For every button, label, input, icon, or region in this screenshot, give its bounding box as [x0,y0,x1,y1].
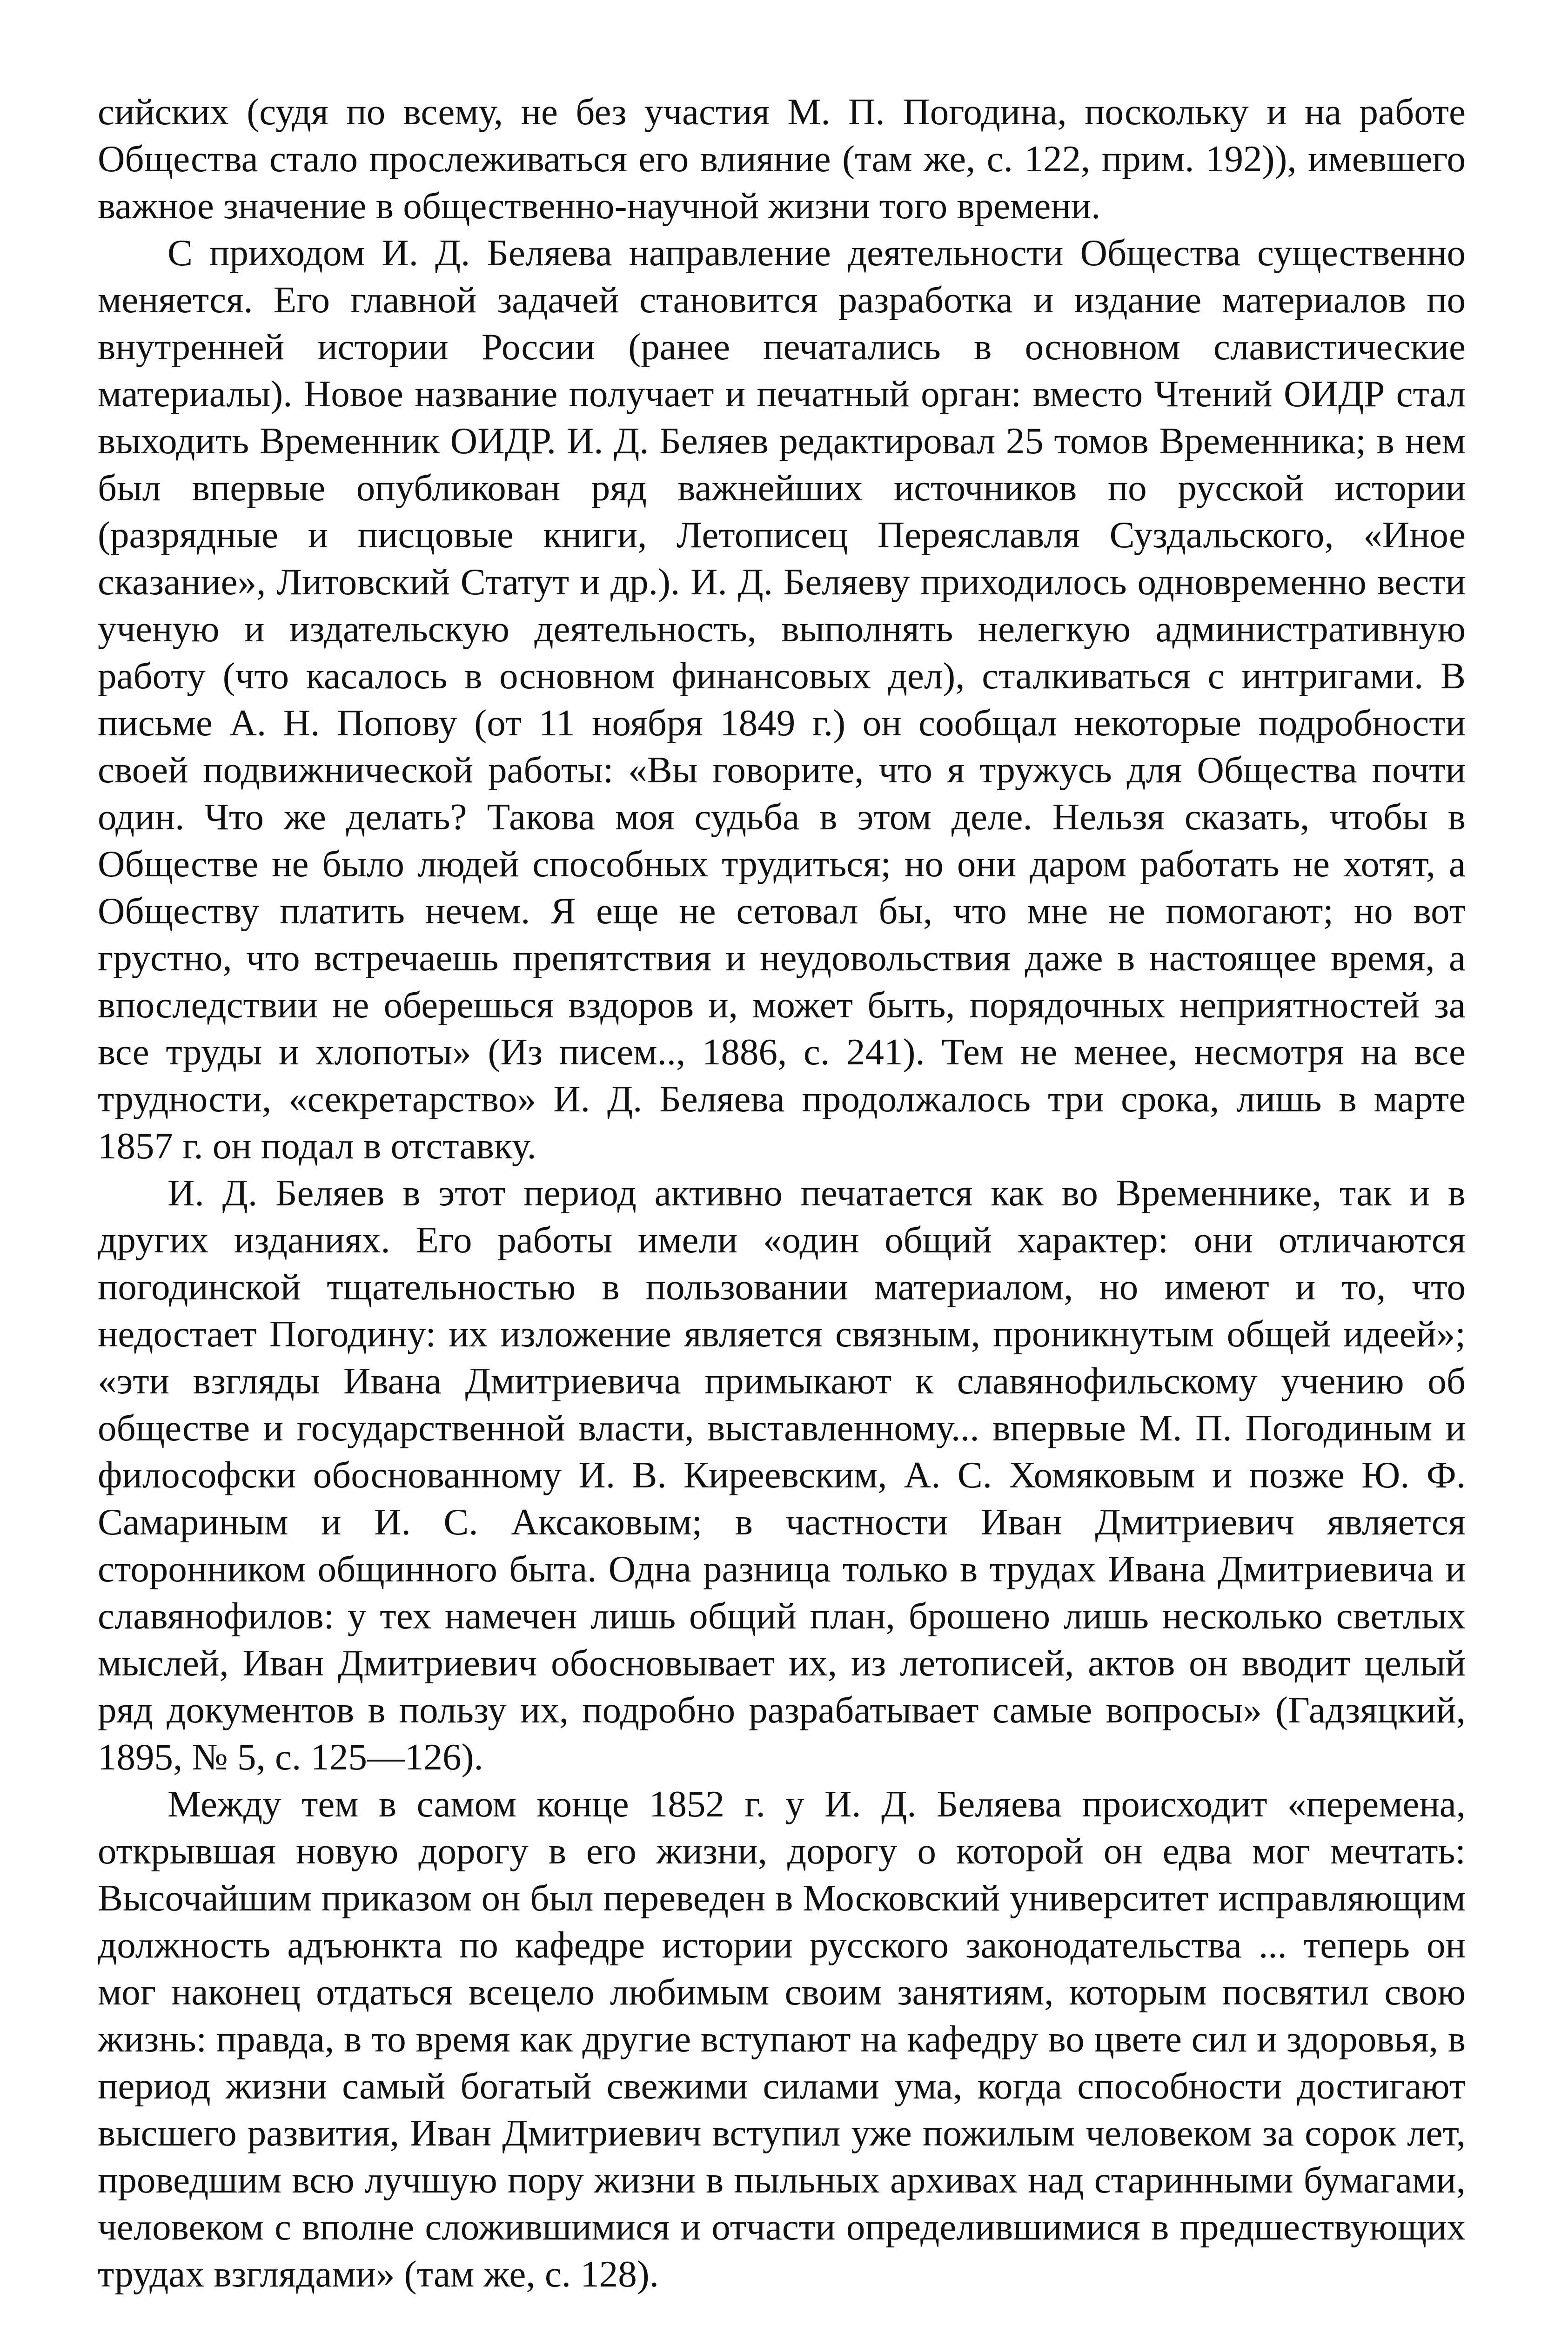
page-body [98,88,1466,2298]
paragraph-1: сийских (судя по всему, не без участия М. П. Погодина, поскольку и на работе Общества стало прослеживаться его влияние (там же, с. 122, прим. 192)), имевшего важное значение в общественно-научной жизни того времени. [98,91,1466,227]
paragraph-2: С приходом И. Д. Беляева направление деятельности Общества существенно меняется. Его главной задачей становится разработка и издание материалов по внутренней истории России (ранее печатались в основном славистические материалы). Новое название получает и печатный орган: вместо Чтений ОИДР стал выходить Временник ОИДР. И. Д. Беляев редактировал 25 томов Временника; в нем был впервые опубликован ряд важнейших источников по русской истории (разрядные и писцовые книги, Летописец Переяславля Суздальского, «Иное сказание», Литовский Статут и др.). И. Д. Беляеву приходилось одновременно вести ученую и издательскую деятельность, выполнять нелегкую административную работу (что касалось в основном финансовых дел), сталкиваться с интригами. В письме А. Н. Попову (от 11 ноября 1849 г.) он сообщал некоторые подробности своей подвижнической работы: «Вы говорите, что я тружусь для Общества почти один. Что же делать? Такова моя судьба в этом деле. Нельзя сказать, чтобы в Обществе не было людей способных трудиться; но они даром работать не хотят, а Обществу платить нечем. Я еще не сетовал бы, что мне не помогают; но вот грустно, что встречаешь препятствия и неудовольствия даже в настоящее время, а впоследствии не оберешься вздоров и, может быть, порядочных неприятностей за все труды и хлопоты» (Из писем.., 1886, с. 241). Тем не менее, несмотря на все трудности, «секретарство» И. Д. Беляева продолжалось три срока, лишь в марте 1857 г. он подал в отставку. [98,232,1466,1167]
paragraph-4: Между тем в самом конце 1852 г. у И. Д. Беляева происходит «перемена, открывшая новую дорогу в его жизни, дорогу о которой он едва мог мечтать: Высочайшим приказом он был переведен в Московский университет исправляющим должность адъюнкта по кафедре истории русского законодательства ... теперь он мог наконец отдаться всецело любимым своим занятиям, которым посвятил свою жизнь: правда, в то время как другие вступают на кафедру во цвете сил и здоровья, в период жизни самый богатый свежими силами ума, когда способности достигают высшего развития, Иван Дмитриевич вступил уже пожилым человеком за сорок лет, проведшим всю лучшую пору жизни в пыльных архивах над старинными бумагами, человеком с вполне сложившимися и отчасти определившимися в предшествующих трудах взглядами» (там же, с. 128). [98,1783,1466,2295]
paragraph-3: И. Д. Беляев в этот период активно печатается как во Временнике, так и в других изданиях. Его работы имели «один общий характер: они отличаются погодинской тщательностью в пользовании материалом, но имеют и то, что недостает Погодину: их изложение является связным, проникнутым общей идеей»; «эти взгляды Ивана Дмитриевича примыкают к славянофильскому учению об обществе и государственной власти, выставленному... впервые М. П. Погодиным и философски обоснованному И. В. Киреевским, А. С. Хомяковым и позже Ю. Ф. Самариным и И. С. Аксаковым; в частности Иван Дмитриевич является сторонником общинного быта. Одна разница только в трудах Ивана Дмитриевича и славянофилов: у тех намечен лишь общий план, брошено лишь несколько светлых мыслей, Иван Дмитриевич обосновывает их, из летописей, актов он вводит целый ряд документов в пользу их, подробно разрабатывает самые вопросы» (Гадзяцкий, 1895, № 5, с. 125—126). [98,1172,1466,1778]
